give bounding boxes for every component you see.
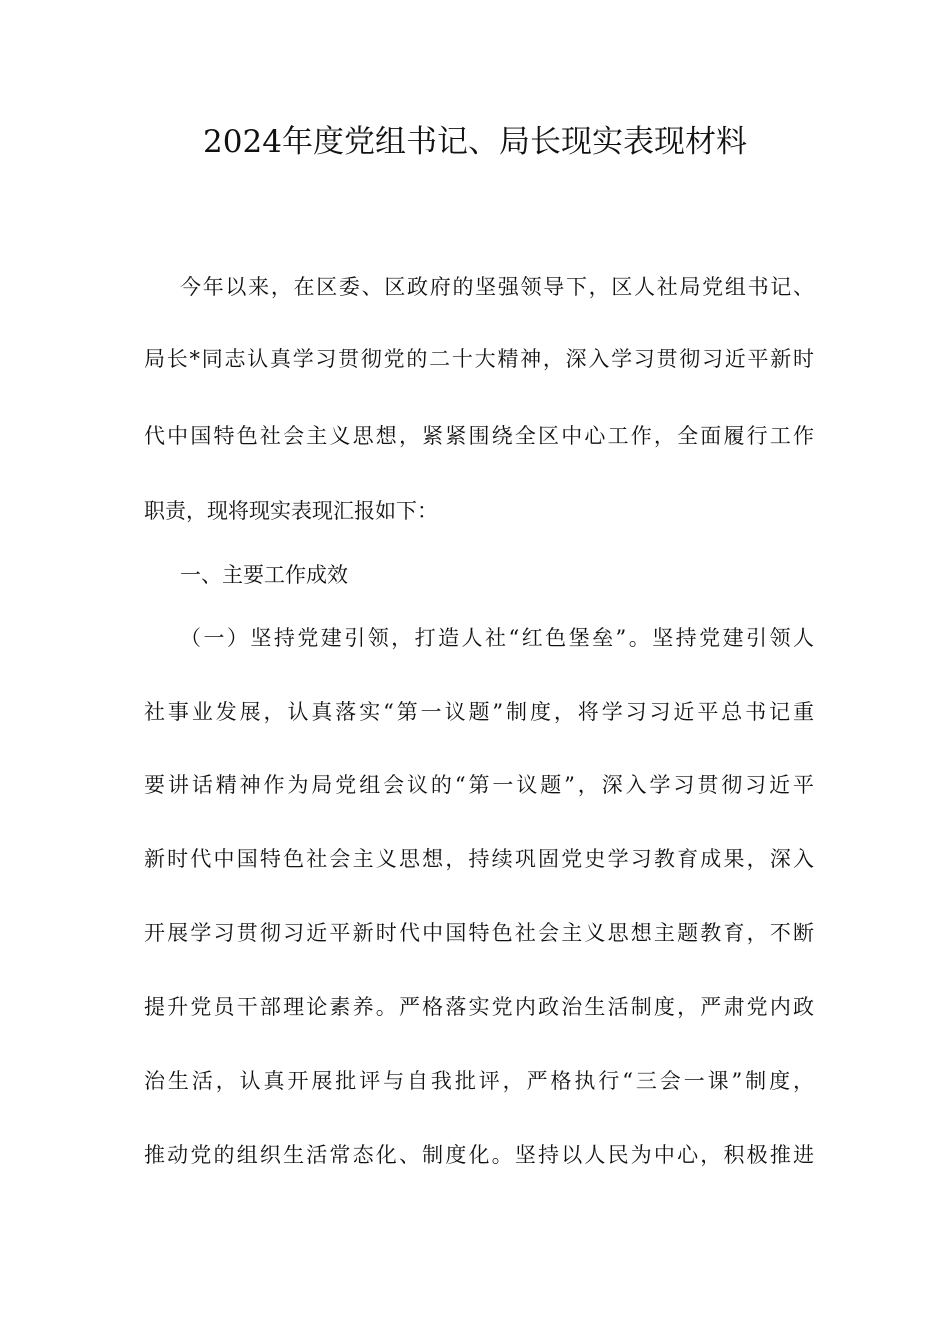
paragraph-line: （一）坚持党建引领，打造人社“红色堡垒”。坚持党建引领人 <box>180 626 814 650</box>
paragraph-line: 新时代中国特色社会主义思想，持续巩固党史学习教育成果，深入 <box>144 847 814 871</box>
paragraph-line: 社事业发展，认真落实“第一议题”制度，将学习习近平总书记重 <box>144 700 814 724</box>
paragraph-line: 局长*同志认真学习贯彻党的二十大精神，深入学习贯彻习近平新时 <box>144 347 814 371</box>
paragraph-line: 职责，现将现实表现汇报如下： <box>144 499 438 523</box>
paragraph-line: 代中国特色社会主义思想，紧紧围绕全区中心工作，全面履行工作 <box>144 424 814 448</box>
paragraph-line: 要讲话精神作为局党组会议的“第一议题”，深入学习贯彻习近平 <box>144 773 814 797</box>
paragraph-line: 今年以来，在区委、区政府的坚强领导下，区人社局党组书记、 <box>180 275 814 299</box>
paragraph-line: 开展学习贯彻习近平新时代中国特色社会主义思想主题教育，不断 <box>144 921 814 945</box>
paragraph-line: 治生活，认真开展批评与自我批评，严格执行“三会一课”制度， <box>144 1069 814 1093</box>
document-title: 2024年度党组书记、局长现实表现材料 <box>203 124 747 160</box>
paragraph-line: 推动党的组织生活常态化、制度化。坚持以人民为中心，积极推进 <box>144 1143 814 1167</box>
paragraph-line: 提升党员干部理论素养。严格落实党内政治生活制度，严肃党内政 <box>144 995 814 1019</box>
section-heading: 一、主要工作成效 <box>180 563 348 587</box>
